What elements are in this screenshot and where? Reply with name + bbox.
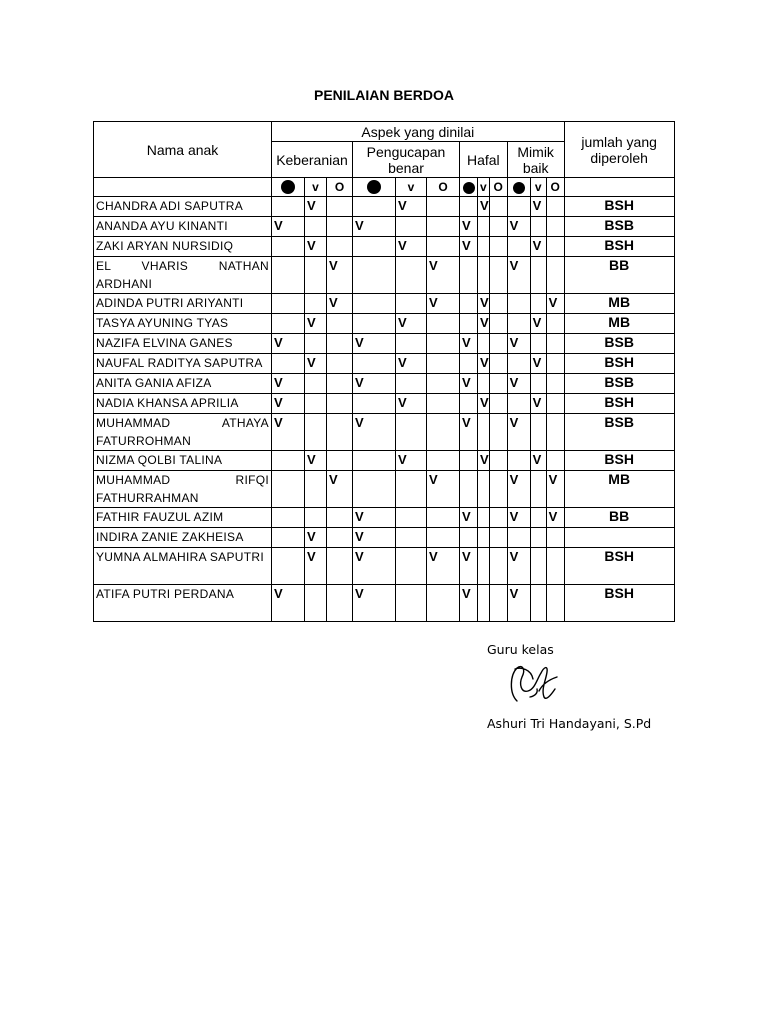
check-mark: [489, 257, 507, 294]
check-mark: [478, 237, 490, 257]
check-mark: [272, 451, 305, 471]
student-name: ATIFA PUTRI PERDANA: [94, 585, 272, 622]
check-mark: V: [427, 548, 460, 585]
score-total: MB: [564, 471, 674, 508]
table-row: [94, 294, 675, 314]
header-aspek: Aspek yang dinilai: [272, 122, 565, 142]
check-mark: V: [353, 548, 396, 585]
table-row: [94, 548, 675, 585]
check-mark: [327, 394, 353, 414]
score-total: BSH: [564, 451, 674, 471]
check-mark: V: [305, 548, 327, 585]
check-mark: [396, 374, 427, 394]
check-mark: [396, 508, 427, 528]
check-mark: [530, 414, 546, 451]
symbol-label: O: [489, 178, 507, 197]
check-mark: V: [546, 294, 564, 314]
score-total: BSB: [564, 374, 674, 394]
check-mark: [272, 257, 305, 294]
check-mark: [327, 414, 353, 451]
check-mark: [489, 471, 507, 508]
check-mark: [353, 394, 396, 414]
check-mark: [530, 585, 546, 622]
score-total: MB: [564, 294, 674, 314]
student-name: INDIRA ZANIE ZAKHEISA: [94, 528, 272, 548]
score-total: BSB: [564, 414, 674, 451]
check-mark: V: [530, 394, 546, 414]
check-mark: [327, 374, 353, 394]
check-mark: [396, 585, 427, 622]
score-total: [564, 528, 674, 548]
symbol-empty: [564, 178, 674, 197]
table-row: [94, 508, 675, 528]
check-mark: [460, 471, 478, 508]
check-mark: [460, 294, 478, 314]
check-mark: V: [460, 237, 478, 257]
check-mark: [530, 548, 546, 585]
check-mark: V: [396, 451, 427, 471]
check-mark: [489, 414, 507, 451]
check-mark: [353, 294, 396, 314]
score-total: BSB: [564, 217, 674, 237]
check-mark: V: [353, 334, 396, 354]
student-name: ZAKI ARYAN NURSIDIQ: [94, 237, 272, 257]
check-mark: V: [327, 294, 353, 314]
check-mark: V: [272, 334, 305, 354]
check-mark: V: [460, 217, 478, 237]
check-mark: V: [305, 451, 327, 471]
check-mark: [305, 394, 327, 414]
check-mark: V: [530, 354, 546, 374]
symbol-label: v: [478, 178, 490, 197]
check-mark: V: [460, 585, 478, 622]
filled-circle-icon: [272, 178, 305, 197]
score-total: BB: [564, 508, 674, 528]
table-row: [94, 354, 675, 374]
check-mark: [272, 528, 305, 548]
check-mark: [546, 237, 564, 257]
symbol-row: [94, 178, 675, 197]
student-name: CHANDRA ADI SAPUTRA: [94, 197, 272, 217]
check-mark: [478, 414, 490, 451]
check-mark: [460, 394, 478, 414]
check-mark: [272, 237, 305, 257]
check-mark: [327, 508, 353, 528]
check-mark: [353, 314, 396, 334]
score-total: BSB: [564, 334, 674, 354]
check-mark: [327, 197, 353, 217]
student-name: EL VHARIS NATHAN ARDHANI: [94, 257, 272, 294]
check-mark: [327, 548, 353, 585]
check-mark: V: [427, 294, 460, 314]
check-mark: [460, 257, 478, 294]
student-name: ANITA GANIA AFIZA: [94, 374, 272, 394]
check-mark: [530, 217, 546, 237]
check-mark: [305, 294, 327, 314]
signature-role: Guru kelas: [487, 642, 554, 657]
page-title: PENILAIAN BERDOA: [313, 87, 454, 103]
check-mark: [427, 508, 460, 528]
check-mark: [460, 528, 478, 548]
symbol-label: O: [427, 178, 460, 197]
check-mark: [305, 585, 327, 622]
student-name: YUMNA ALMAHIRA SAPUTRI: [94, 548, 272, 585]
check-mark: [489, 237, 507, 257]
check-mark: [396, 217, 427, 237]
table-row: [94, 334, 675, 354]
check-mark: [478, 257, 490, 294]
check-mark: [530, 257, 546, 294]
check-mark: [546, 451, 564, 471]
check-mark: [546, 374, 564, 394]
score-total: BSH: [564, 394, 674, 414]
check-mark: V: [272, 394, 305, 414]
check-mark: [489, 548, 507, 585]
check-mark: [530, 528, 546, 548]
check-mark: V: [427, 471, 460, 508]
check-mark: V: [396, 314, 427, 334]
check-mark: [427, 354, 460, 374]
check-mark: [272, 508, 305, 528]
check-mark: [507, 528, 530, 548]
check-mark: V: [305, 354, 327, 374]
score-total: MB: [564, 314, 674, 334]
table-row: [94, 414, 675, 451]
filled-circle-icon: [353, 178, 396, 197]
check-mark: [305, 414, 327, 451]
score-total: BSH: [564, 237, 674, 257]
check-mark: [489, 585, 507, 622]
check-mark: [327, 334, 353, 354]
header-jumlah: jumlah yang diperoleh: [564, 122, 674, 178]
check-mark: V: [396, 237, 427, 257]
check-mark: V: [353, 414, 396, 451]
score-total: BB: [564, 257, 674, 294]
check-mark: [489, 294, 507, 314]
check-mark: [507, 354, 530, 374]
check-mark: [305, 257, 327, 294]
check-mark: V: [427, 257, 460, 294]
check-mark: V: [507, 508, 530, 528]
check-mark: [546, 257, 564, 294]
check-mark: [327, 237, 353, 257]
check-mark: [489, 374, 507, 394]
check-mark: V: [305, 528, 327, 548]
check-mark: [396, 257, 427, 294]
check-mark: [546, 548, 564, 585]
check-mark: V: [353, 217, 396, 237]
check-mark: [272, 197, 305, 217]
student-name: NADIA KHANSA APRILIA: [94, 394, 272, 414]
check-mark: V: [507, 585, 530, 622]
check-mark: [427, 585, 460, 622]
table-row: [94, 585, 675, 622]
check-mark: [396, 548, 427, 585]
filled-circle-icon: [507, 178, 530, 197]
student-name: MUHAMMAD ATHAYA FATURROHMAN: [94, 414, 272, 451]
check-mark: [530, 374, 546, 394]
check-mark: [427, 334, 460, 354]
check-mark: V: [507, 414, 530, 451]
check-mark: [396, 528, 427, 548]
table-row: [94, 217, 675, 237]
check-mark: [327, 528, 353, 548]
check-mark: V: [353, 374, 396, 394]
check-mark: [396, 294, 427, 314]
signature-name: Ashuri Tri Handayani, S.Pd: [487, 716, 652, 731]
check-mark: V: [460, 374, 478, 394]
check-mark: [478, 217, 490, 237]
symbol-label: v: [305, 178, 327, 197]
check-mark: [353, 257, 396, 294]
check-mark: [530, 294, 546, 314]
check-mark: V: [305, 314, 327, 334]
check-mark: [478, 334, 490, 354]
check-mark: [427, 528, 460, 548]
check-mark: [305, 334, 327, 354]
check-mark: V: [305, 237, 327, 257]
table-row: [94, 374, 675, 394]
table-row: [94, 257, 675, 294]
check-mark: [546, 197, 564, 217]
header-pengucapan: Pengucapan benar: [353, 142, 460, 178]
check-mark: [353, 451, 396, 471]
header-name: Nama anak: [94, 122, 272, 178]
check-mark: V: [353, 508, 396, 528]
header-keberanian: Keberanian: [272, 142, 353, 178]
check-mark: [507, 237, 530, 257]
check-mark: [460, 354, 478, 374]
check-mark: V: [396, 354, 427, 374]
check-mark: V: [507, 374, 530, 394]
check-mark: [546, 334, 564, 354]
check-mark: [327, 354, 353, 374]
check-mark: [489, 354, 507, 374]
check-mark: [507, 314, 530, 334]
check-mark: [305, 471, 327, 508]
check-mark: V: [530, 314, 546, 334]
check-mark: [478, 548, 490, 585]
check-mark: [507, 451, 530, 471]
check-mark: [272, 471, 305, 508]
check-mark: [546, 354, 564, 374]
check-mark: [272, 314, 305, 334]
signature-mark: [503, 657, 561, 707]
symbol-label: v: [530, 178, 546, 197]
score-total: BSH: [564, 354, 674, 374]
check-mark: [489, 394, 507, 414]
student-name: MUHAMMAD RIFQI FATHURRAHMAN: [94, 471, 272, 508]
check-mark: [327, 217, 353, 237]
header-hafal: Hafal: [460, 142, 508, 178]
check-mark: [478, 585, 490, 622]
check-mark: [272, 548, 305, 585]
check-mark: V: [272, 217, 305, 237]
check-mark: [546, 414, 564, 451]
table-row: [94, 528, 675, 548]
check-mark: [427, 451, 460, 471]
check-mark: V: [530, 237, 546, 257]
assessment-table: [93, 121, 675, 622]
check-mark: V: [353, 528, 396, 548]
score-total: BSH: [564, 197, 674, 217]
check-mark: [460, 314, 478, 334]
check-mark: V: [460, 548, 478, 585]
check-mark: [478, 374, 490, 394]
check-mark: [530, 471, 546, 508]
check-mark: V: [272, 414, 305, 451]
check-mark: [427, 414, 460, 451]
check-mark: [489, 334, 507, 354]
check-mark: [489, 314, 507, 334]
filled-circle-icon: [460, 178, 478, 197]
check-mark: V: [396, 197, 427, 217]
check-mark: V: [460, 334, 478, 354]
check-mark: [460, 451, 478, 471]
check-mark: V: [460, 414, 478, 451]
check-mark: [507, 294, 530, 314]
check-mark: V: [396, 394, 427, 414]
check-mark: [427, 374, 460, 394]
check-mark: V: [327, 257, 353, 294]
table-row: [94, 237, 675, 257]
check-mark: [460, 197, 478, 217]
check-mark: [546, 314, 564, 334]
check-mark: [427, 314, 460, 334]
check-mark: [507, 394, 530, 414]
check-mark: [272, 294, 305, 314]
student-name: ANANDA AYU KINANTI: [94, 217, 272, 237]
student-name: ADINDA PUTRI ARIYANTI: [94, 294, 272, 314]
check-mark: V: [507, 217, 530, 237]
score-total: BSH: [564, 585, 674, 622]
check-mark: V: [530, 451, 546, 471]
check-mark: [305, 508, 327, 528]
check-mark: V: [546, 508, 564, 528]
check-mark: V: [460, 508, 478, 528]
check-mark: [396, 471, 427, 508]
check-mark: V: [507, 471, 530, 508]
check-mark: [507, 197, 530, 217]
check-mark: [353, 197, 396, 217]
check-mark: [489, 451, 507, 471]
student-name: NAZIFA ELVINA GANES: [94, 334, 272, 354]
check-mark: V: [478, 197, 490, 217]
check-mark: V: [478, 451, 490, 471]
check-mark: [478, 508, 490, 528]
check-mark: [546, 217, 564, 237]
check-mark: [327, 451, 353, 471]
check-mark: V: [546, 471, 564, 508]
check-mark: [478, 471, 490, 508]
check-mark: [305, 217, 327, 237]
check-mark: [489, 197, 507, 217]
check-mark: [396, 334, 427, 354]
check-mark: [427, 197, 460, 217]
check-mark: [305, 374, 327, 394]
check-mark: V: [507, 548, 530, 585]
table-row: [94, 314, 675, 334]
check-mark: V: [478, 394, 490, 414]
check-mark: [427, 394, 460, 414]
check-mark: V: [478, 314, 490, 334]
check-mark: V: [305, 197, 327, 217]
student-name: NIZMA QOLBI TALINA: [94, 451, 272, 471]
table-row: [94, 471, 675, 508]
table-row: [94, 394, 675, 414]
check-mark: V: [353, 585, 396, 622]
check-mark: [489, 217, 507, 237]
header-mimik: Mimik baik: [507, 142, 564, 178]
check-mark: V: [507, 257, 530, 294]
check-mark: [530, 508, 546, 528]
check-mark: [327, 585, 353, 622]
table-row: [94, 197, 675, 217]
check-mark: [427, 217, 460, 237]
symbol-empty: [94, 178, 272, 197]
check-mark: V: [272, 374, 305, 394]
table-row: [94, 451, 675, 471]
symbol-label: O: [546, 178, 564, 197]
student-name: NAUFAL RADITYA SAPUTRA: [94, 354, 272, 374]
check-mark: [353, 237, 396, 257]
student-name: FATHIR FAUZUL AZIM: [94, 508, 272, 528]
student-name: TASYA AYUNING TYAS: [94, 314, 272, 334]
check-mark: [327, 314, 353, 334]
check-mark: [396, 414, 427, 451]
check-mark: [546, 585, 564, 622]
check-mark: V: [478, 354, 490, 374]
check-mark: V: [327, 471, 353, 508]
check-mark: V: [272, 585, 305, 622]
check-mark: [272, 354, 305, 374]
check-mark: [353, 471, 396, 508]
symbol-label: v: [396, 178, 427, 197]
check-mark: [489, 528, 507, 548]
score-total: BSH: [564, 548, 674, 585]
check-mark: [427, 237, 460, 257]
check-mark: V: [530, 197, 546, 217]
check-mark: [478, 528, 490, 548]
check-mark: [546, 394, 564, 414]
check-mark: [489, 508, 507, 528]
symbol-label: O: [327, 178, 353, 197]
check-mark: [353, 354, 396, 374]
check-mark: V: [507, 334, 530, 354]
check-mark: [530, 334, 546, 354]
check-mark: [546, 528, 564, 548]
check-mark: V: [478, 294, 490, 314]
